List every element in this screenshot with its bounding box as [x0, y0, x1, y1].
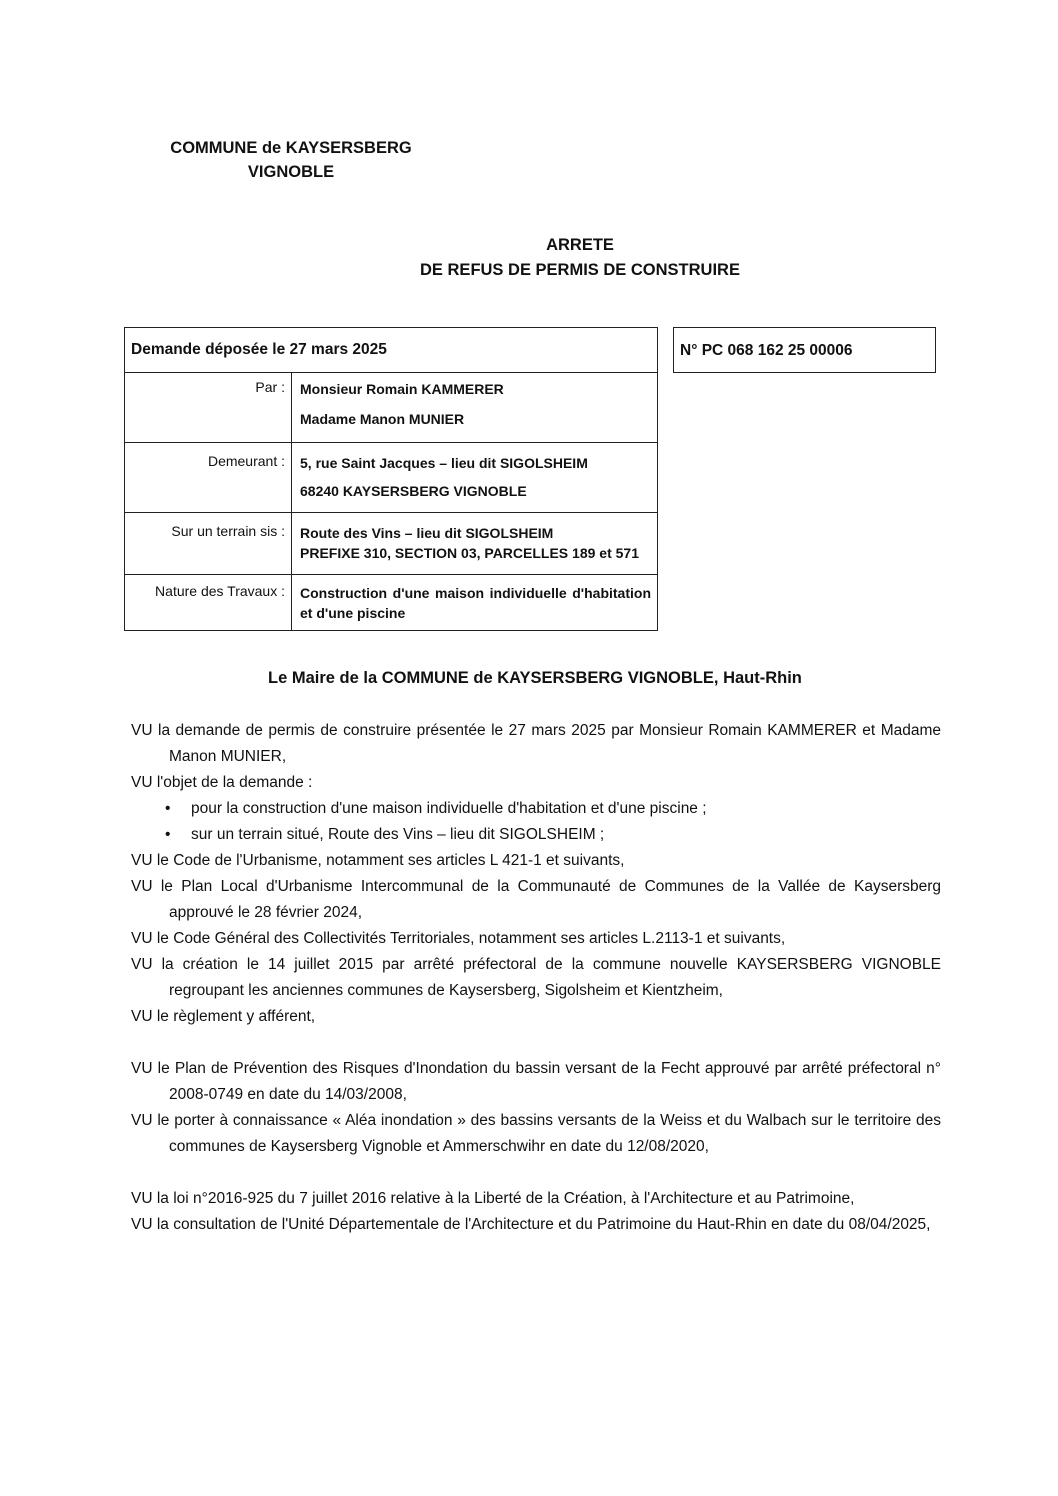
terrain-line2: PREFIXE 310, SECTION 03, PARCELLES 189 et 571 [300, 545, 639, 561]
bullet-icon: • [165, 826, 171, 843]
commune-name-line2: VIGNOBLE [247, 163, 335, 181]
vu-item: VU la demande de permis de construire présentée le 27 mars 2025 par Monsieur Romain KAMMERER et Madame Manon MUNIER, [131, 722, 941, 765]
document-title [380, 233, 780, 283]
bullet-text: pour la construction d'une maison individuelle d'habitation et d'une piscine ; [191, 800, 707, 817]
vu-item: VU le Plan de Prévention des Risques d'Inondation du bassin versant de la Fecht approuvé par arrêté préfectoral n° 2008-0749 en date du 14/03/2008, [131, 1060, 941, 1103]
vu-item: VU l'objet de la demande : [131, 774, 313, 791]
vu-item: VU le Plan Local d'Urbanisme Intercommunal de la Communauté de Communes de la Vallée de Kaysersberg approuvé le 28 février 2024, [131, 878, 941, 921]
commune-header [164, 136, 418, 184]
table-row [125, 513, 658, 575]
vu-item: VU la loi n°2016-925 du 7 juillet 2016 relative à la Liberté de la Création, à l'Architecture et au Patrimoine, [131, 1190, 855, 1207]
applicant-1: Monsieur Romain KAMMERER [300, 381, 504, 397]
row-label-terrain: Sur un terrain sis : [125, 513, 292, 575]
row-label-par: Par : [125, 373, 292, 443]
table-row [125, 575, 658, 631]
row-label-nature: Nature des Travaux : [125, 575, 292, 631]
commune-name-line1: COMMUNE de KAYSERSBERG [170, 139, 412, 157]
title-line1: ARRETE [546, 236, 614, 254]
considerations-list [131, 718, 941, 1238]
nature-text: Construction d'une maison individuelle d'habitation et d'une piscine [300, 585, 651, 621]
vu-item: VU le règlement y afférent, [131, 1008, 316, 1025]
bullet-text: sur un terrain situé, Route des Vins – lieu dit SIGOLSHEIM ; [191, 826, 605, 843]
mayor-heading: Le Maire de la COMMUNE de KAYSERSBERG VIGNOBLE, Haut-Rhin [268, 669, 802, 687]
row-value-terrain [292, 513, 658, 575]
list-item [131, 822, 941, 848]
terrain-line1: Route des Vins – lieu dit SIGOLSHEIM [300, 525, 554, 541]
address-line1: 5, rue Saint Jacques – lieu dit SIGOLSHEIM [300, 455, 588, 471]
row-label-demeurant: Demeurant : [125, 443, 292, 513]
table-row [125, 443, 658, 513]
title-line2: DE REFUS DE PERMIS DE CONSTRUIRE [420, 261, 740, 279]
deposit-date: Demande déposée le 27 mars 2025 [125, 328, 658, 373]
applicant-2: Madame Manon MUNIER [300, 411, 465, 427]
table-row [125, 373, 658, 443]
row-value-nature [292, 575, 658, 631]
address-line2: 68240 KAYSERSBERG VIGNOBLE [300, 483, 527, 499]
permit-number-box: N° PC 068 162 25 00006 [673, 327, 936, 373]
row-value-par [292, 373, 658, 443]
list-item [131, 796, 941, 822]
vu-item: VU le Code de l'Urbanisme, notamment ses articles L 421-1 et suivants, [131, 852, 625, 869]
vu-item: VU la création le 14 juillet 2015 par arrêté préfectoral de la commune nouvelle KAYSERSBERG VIGNOBLE regroupant les anciennes communes de Kaysersberg, Sigolsheim et Kientzheim, [131, 956, 941, 999]
vu-item: VU la consultation de l'Unité Départementale de l'Architecture et du Patrimoine du Haut-Rhin en date du 08/04/2025, [131, 1216, 931, 1233]
vu-item: VU le porter à connaissance « Aléa inondation » des bassins versants de la Weiss et du Walbach sur le territoire des communes de Kaysersberg Vignoble et Ammerschwihr en date du 12/08/2020, [131, 1112, 941, 1155]
vu-item: VU le Code Général des Collectivités Territoriales, notamment ses articles L.2113-1 et suivants, [131, 930, 786, 947]
request-table [124, 327, 658, 631]
row-value-demeurant [292, 443, 658, 513]
bullet-icon: • [165, 800, 171, 817]
